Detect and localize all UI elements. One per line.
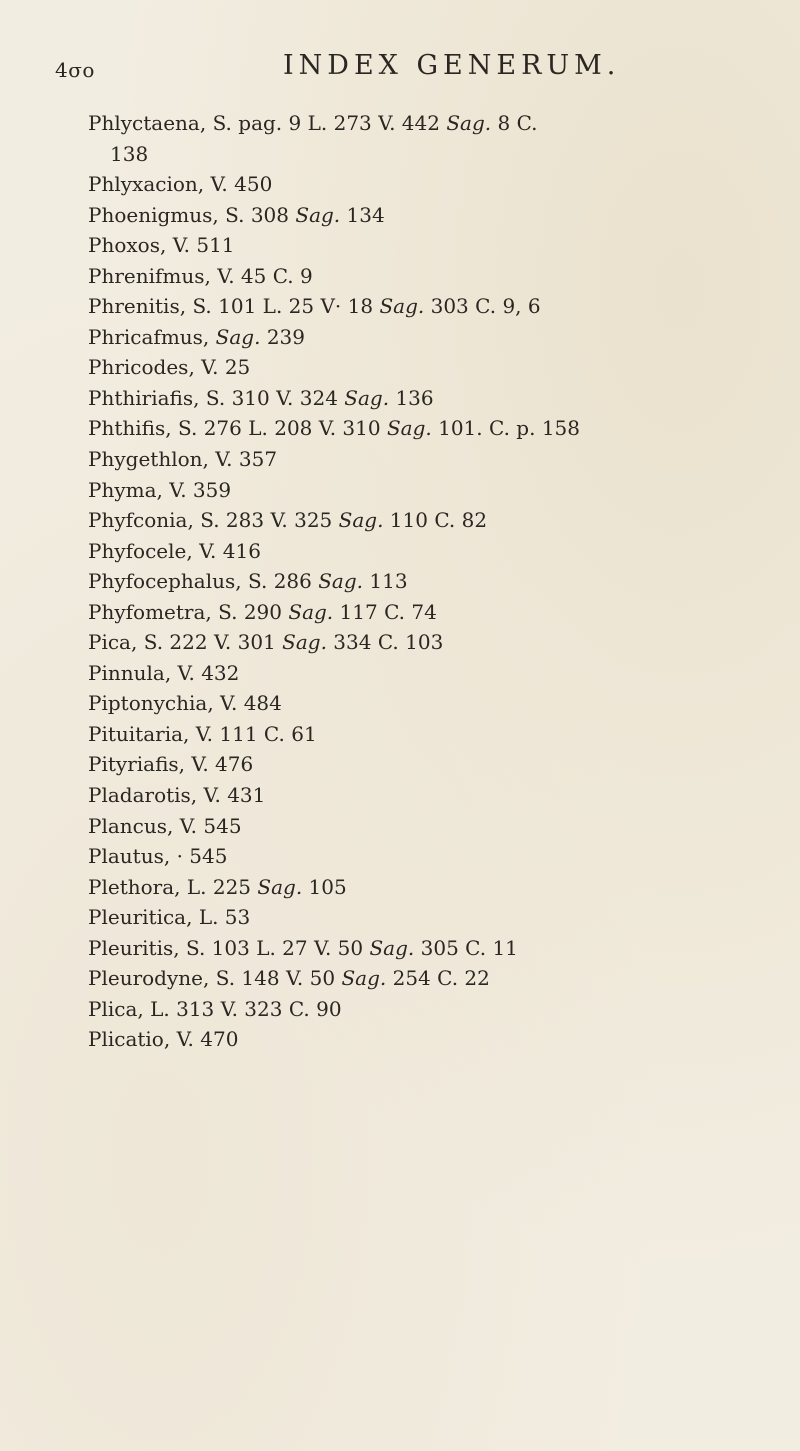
entry-references: V. 25 [201,355,251,380]
index-entry [88,230,778,261]
entry-references: S. 148 V. 50 [215,966,336,991]
entry-term: Piptonychia, [88,691,214,716]
entry-sag-references: 305 C. 11 [420,935,518,960]
entry-sag-label: Sag. [318,569,364,594]
entry-sag-label: Sag. [386,416,432,441]
entry-references: L. 53 [198,905,251,930]
entry-term: Phyfconia, [88,508,194,533]
entry-references: L. 313 V. 323 C. 90 [150,996,342,1021]
index-entry [88,352,778,383]
entry-term: Phyma, [88,477,163,502]
index-entry [88,536,778,567]
entry-term: Phricafmus, [88,324,210,349]
entry-sag-references: 110 C. 82 [389,508,488,533]
entry-term: Phthiriafis, [88,385,200,410]
entry-sag-label: Sag. [341,966,387,991]
index-entry [88,597,778,628]
entry-term: Pinnula, [88,660,172,685]
entry-term: Phlyxacion, [88,172,205,197]
entry-sag-references: 134 [346,202,385,227]
entry-term: Phricodes, [88,355,195,380]
entry-references: V. 357 [215,447,278,472]
entry-references: V. 416 [199,538,261,563]
index-entry [88,169,778,200]
index-entry [88,108,778,139]
entry-term: Plica, [88,996,144,1021]
entry-sag-label: Sag. [369,935,415,960]
page-header [55,50,775,90]
entry-references: S. 276 L. 208 V. 310 [177,416,381,441]
index-entry [88,963,778,994]
entry-term: Plethora, [88,874,181,899]
entry-term: Pleurodyne, [88,966,210,991]
entry-references: V. 45 C. 9 [217,263,313,288]
index-entry [88,994,778,1025]
index-entry [88,566,778,597]
entry-sag-label: Sag. [282,630,327,655]
entry-sag-references: 117 C. 74 [339,599,437,624]
index-entry [88,475,778,506]
index-entry [88,322,778,353]
entry-sag-label: Sag. [338,508,384,533]
entry-references: S. 101 L. 25 V· 18 [192,294,374,319]
entry-sag-label: Sag. [257,874,303,899]
entry-references: S. 286 [247,569,312,594]
index-entry [88,933,778,964]
index-entry [88,902,778,933]
entry-references: V. 450 [210,172,273,197]
entry-term: Phoxos, [88,233,167,258]
index-entry [88,719,778,750]
index-entry [88,811,778,842]
entry-sag-references: 334 C. 103 [333,630,444,655]
entry-sag-label: Sag. [344,385,390,410]
entry-term: Pleuritica, [88,905,193,930]
entry-term: Pladarotis, [88,783,198,808]
entry-term: Pituitaria, [88,721,190,746]
entry-sag-references: 113 [369,569,408,594]
entry-term: Phthifis, [88,416,172,441]
index-entry [88,841,778,872]
entry-sag-label: Sag. [295,202,341,227]
index-entry [88,139,778,170]
entry-sag-references: 105 [308,874,347,899]
entry-references: V. 484 [220,691,282,716]
entry-sag-label: Sag. [446,111,492,135]
entry-references: V. 511 [172,233,235,258]
entry-references: S. 290 [218,599,283,624]
index-entry [88,291,778,322]
entry-term: Plancus, [88,813,174,838]
entry-references: V. 432 [177,660,240,685]
entry-term: Phlyctaena, [88,111,207,135]
index-entry [88,872,778,903]
entry-references: V. 545 [179,813,242,838]
index-entry [88,413,778,444]
index-entry-list [88,108,778,1055]
entry-term: Phyfocele, [88,538,193,563]
entry-sag-references: 254 C. 22 [392,966,490,991]
entry-term: Phyfometra, [88,599,212,624]
index-entry [88,383,778,414]
index-entry [88,627,778,658]
entry-references: V. 470 [176,1027,239,1052]
index-entry [88,658,778,689]
entry-references: S. pag. 9 L. 273 V. 442 [212,111,440,135]
index-entry [88,505,778,536]
entry-sag-label: Sag. [379,294,425,319]
entry-references: S. 308 [225,202,290,227]
index-entry [88,261,778,292]
entry-references: V. 431 [203,783,266,808]
entry-references: V. 111 C. 61 [195,721,317,746]
entry-references: 138 [110,141,149,166]
entry-term: Plautus, [88,844,171,869]
entry-term: Phrenitis, [88,294,187,319]
entry-references: L. 225 [186,874,252,899]
entry-references: S. 283 V. 325 [200,508,333,533]
entry-references: S. 222 V. 301 [143,630,276,655]
entry-sag-references: 101. C. p. 158 [438,416,580,441]
entry-term: Pleuritis, [88,935,180,960]
entry-term: Pityriafis, [88,752,186,777]
index-entry [88,1024,778,1055]
entry-references: V. 359 [169,477,232,502]
entry-term: Phyfocephalus, [88,569,242,594]
index-entry [88,780,778,811]
entry-references: S. 103 L. 27 V. 50 [185,935,364,960]
entry-sag-label: Sag. [215,324,261,349]
entry-term: Phygethlon, [88,447,209,472]
index-entry [88,749,778,780]
entry-sag-references: 8 C. [497,111,538,135]
entry-sag-references: 303 C. 9, 6 [430,294,541,319]
entry-term: Phrenifmus, [88,263,211,288]
entry-term: Phoenigmus, [88,202,219,227]
index-entry [88,688,778,719]
entry-sag-label: Sag. [288,599,334,624]
entry-sag-references: 136 [395,385,434,410]
entry-references: S. 310 V. 324 [205,385,338,410]
page-number: 4σo [55,58,95,82]
entry-term: Pica, [88,630,138,655]
entry-sag-references: 239 [266,324,305,349]
entry-term: Plicatio, [88,1027,171,1052]
index-entry [88,444,778,475]
entry-references: V. 476 [191,752,254,777]
entry-references: · 545 [176,844,228,869]
index-entry [88,200,778,231]
running-head-title: INDEX GENERUM. [283,50,621,81]
